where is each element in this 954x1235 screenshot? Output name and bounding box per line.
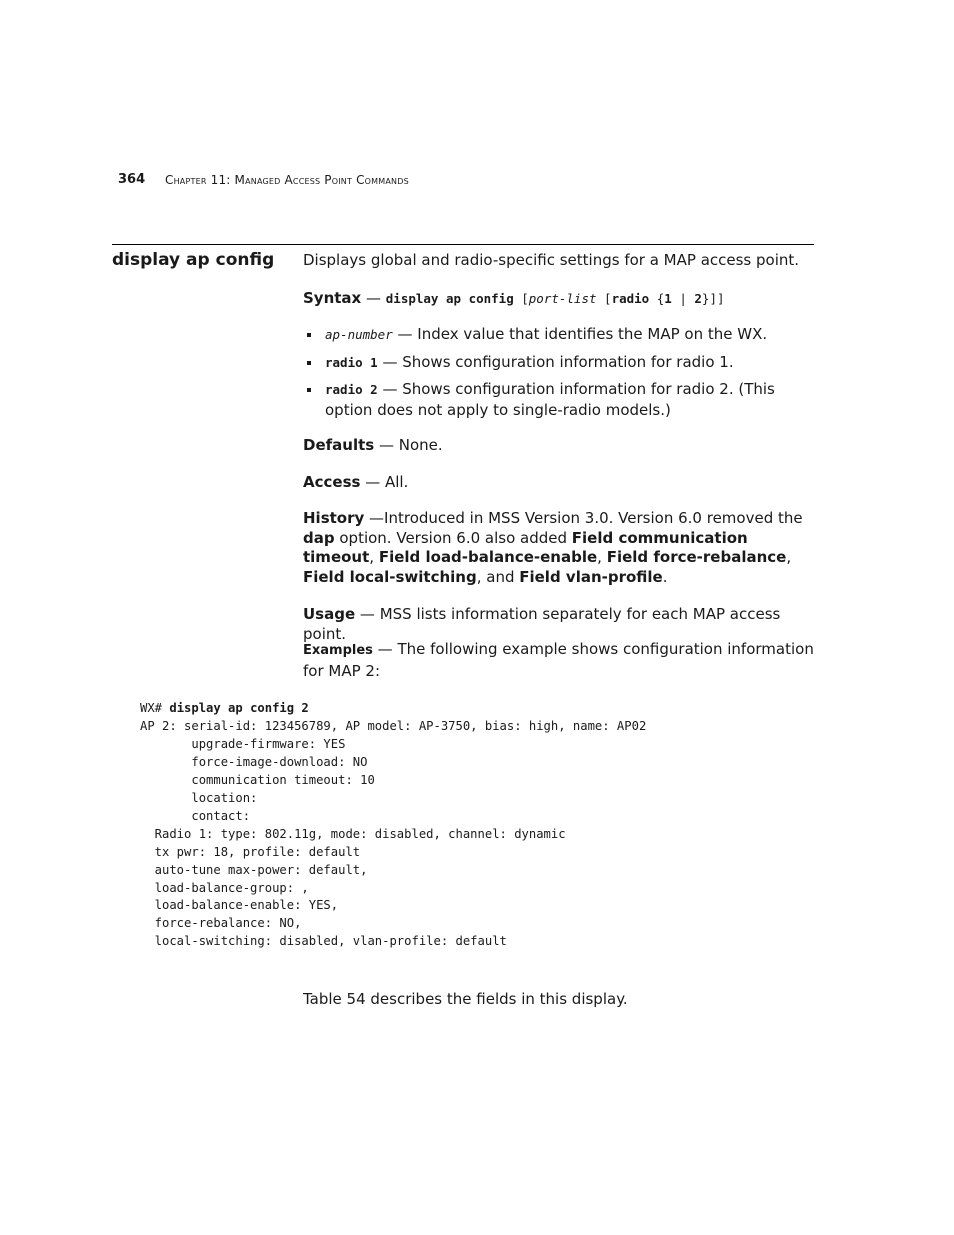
syntax-line bbox=[303, 288, 815, 309]
code-output: AP 2: serial-id: 123456789, AP model: AP-3750, bias: high, name: AP02 upgrade-firmware: YES force-image-download: NO communication timeout: 10 location: contact: Radio 1: type: 802.11g, mode: disabled, channel: dynamic tx pwr: 18, profile: default auto-tune max-power: default, load-balance-group: , load-balance-enable: YES, force-rebalance: NO, local-switching: disabled, vlan-profile: default bbox=[140, 718, 647, 949]
page-number: 364 bbox=[118, 172, 146, 187]
param-desc: — Shows configuration information for radio 1. bbox=[377, 353, 734, 371]
param-desc: — Shows configuration information for radio 2. (This option does not apply to single-radio models.) bbox=[325, 380, 775, 419]
defaults-text: — None. bbox=[374, 436, 443, 454]
history-label: History bbox=[303, 509, 365, 527]
defaults-line bbox=[303, 435, 815, 455]
code-prompt: WX# bbox=[140, 701, 170, 715]
param-desc: — Index value that identifies the MAP on the WX. bbox=[392, 325, 768, 343]
history-text: , bbox=[597, 548, 607, 566]
syntax-option-2: 2 bbox=[694, 291, 702, 306]
syntax-separator: | bbox=[671, 291, 695, 306]
section-divider bbox=[112, 244, 814, 245]
access-text: — All. bbox=[360, 473, 409, 491]
syntax-brace: }]] bbox=[701, 291, 725, 306]
syntax-command: display ap config bbox=[385, 291, 514, 306]
chapter-heading: Chapter 11: Managed Access Point Commands bbox=[165, 173, 409, 187]
access-line bbox=[303, 472, 815, 492]
syntax-dash: — bbox=[361, 289, 386, 307]
usage-label: Usage bbox=[303, 605, 356, 623]
history-text: option. Version 6.0 also added bbox=[334, 528, 572, 547]
syntax-port-list: port-list bbox=[528, 291, 597, 306]
defaults-label: Defaults bbox=[303, 436, 375, 454]
history-text: . bbox=[662, 567, 668, 586]
history-text: —Introduced in MSS Version 3.0. Version 6.0 removed the bbox=[364, 509, 803, 527]
param-term: ap-number bbox=[325, 327, 393, 342]
syntax-bracket: [ bbox=[596, 291, 612, 306]
section-title: display ap config bbox=[112, 250, 275, 270]
history-term: Field communication timeout bbox=[303, 528, 748, 566]
bullet-marker bbox=[307, 388, 311, 392]
history-term: Field force-rebalance bbox=[606, 548, 787, 566]
syntax-label: Syntax bbox=[303, 289, 362, 307]
history-term: Field local-switching bbox=[303, 567, 477, 586]
examples-paragraph bbox=[303, 639, 815, 681]
bullet-marker bbox=[307, 361, 311, 365]
history-term: dap bbox=[303, 528, 335, 547]
syntax-bracket: [ bbox=[513, 291, 529, 306]
param-radio-2 bbox=[325, 379, 815, 420]
syntax-option-1: 1 bbox=[664, 291, 672, 306]
section-description: Displays global and radio-specific settings for a MAP access point. bbox=[303, 251, 800, 269]
param-term: radio 1 bbox=[325, 355, 378, 370]
param-term: radio 2 bbox=[325, 382, 378, 397]
code-example bbox=[140, 700, 646, 951]
history-term: Field load-balance-enable bbox=[378, 548, 598, 566]
param-radio-1 bbox=[325, 352, 815, 373]
code-command: display ap config 2 bbox=[169, 701, 309, 715]
examples-label: Examples bbox=[303, 643, 373, 658]
history-paragraph bbox=[303, 509, 815, 587]
param-ap-number bbox=[325, 324, 815, 345]
history-text: , bbox=[786, 548, 792, 566]
usage-line bbox=[303, 604, 815, 644]
history-text: , bbox=[369, 548, 379, 566]
history-text: , and bbox=[476, 567, 520, 586]
usage-text: — MSS lists information separately for each MAP access point. bbox=[303, 605, 781, 643]
syntax-radio: radio bbox=[611, 291, 650, 306]
bullet-marker bbox=[307, 333, 311, 337]
examples-text: — The following example shows configuration information for MAP 2: bbox=[303, 640, 814, 680]
history-term: Field vlan-profile bbox=[519, 567, 663, 586]
syntax-brace: { bbox=[649, 291, 665, 306]
table-reference: Table 54 describes the fields in this display. bbox=[303, 990, 628, 1008]
access-label: Access bbox=[303, 473, 361, 491]
